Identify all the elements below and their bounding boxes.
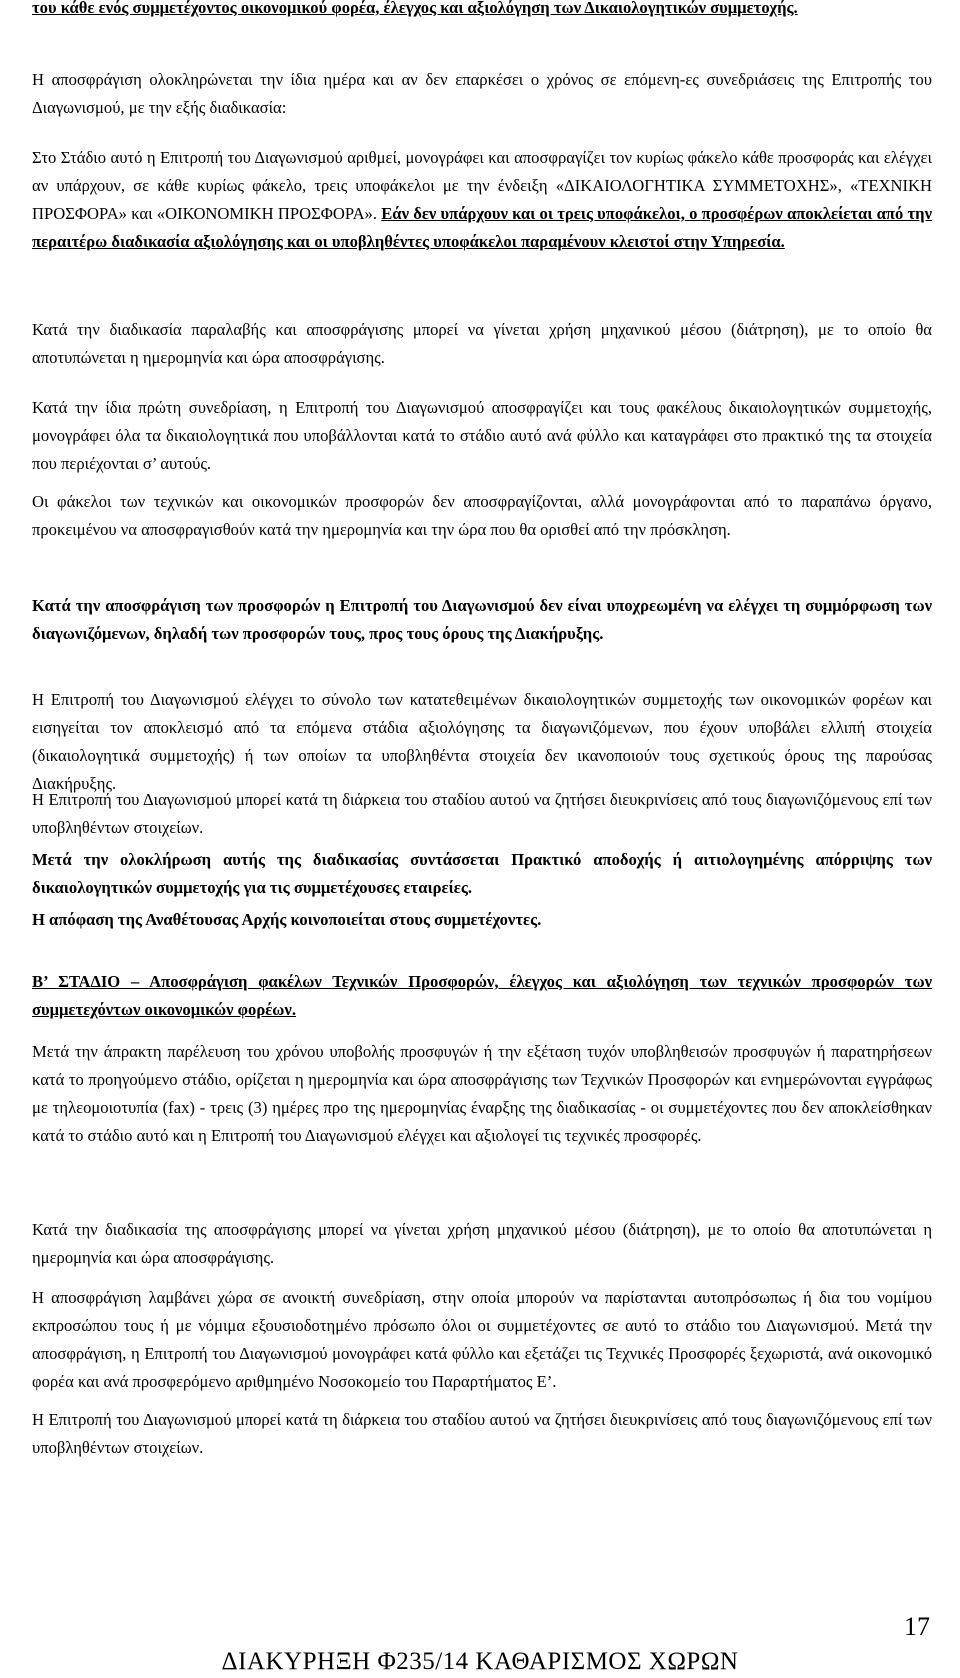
paragraph-stage-a-text: Στο Στάδιο αυτό η Επιτροπή του Διαγωνισμού αριθμεί, μονογράφει και αποσφραγίζει τον κυρίως φάκελο κάθε προσφοράς και ελέγχει αν υπάρχουν, σε κάθε κυρίως φάκελο, τρεις υποφάκελοι με την ένδειξη «ΔΙΚΑΙΟΛΟΓΗΤΙΚΑ ΣΥΜΜΕΤΟΧΗΣ», «ΤΕΧΝΙΚΗ ΠΡΟΣΦΟΡΑ» και «ΟΙΚΟΝΟΜΙΚΗ ΠΡΟΣΦΟΡΑ». xyxy=(32,148,932,223)
paragraph-mechanical-means-1: Κατά την διαδικασία παραλαβής και αποσφράγισης μπορεί να γίνεται χρήση μηχανικού μέσου (διάτρηση), με το οποίο θα αποτυπώνεται η ημερομηνία και ώρα αποσφράγισης. xyxy=(32,320,932,367)
paragraph-envelopes-not-unsealed: Οι φάκελοι των τεχνικών και οικονομικών προσφορών δεν αποσφραγίζονται, αλλά μονογράφονται από το παραπάνω όργανο, προκειμένου να αποσφραγισθούν κατά την ημερομηνία και την ώρα που θα ορισθεί από την πρόσκληση. xyxy=(32,492,932,539)
paragraph-stage-a-exclusion: Εάν δεν υπάρχουν και οι τρεις υποφάκελοι, ο προσφέρων αποκλείεται από την περαιτέρω διαδικασία αξιολόγησης και οι υποβληθέντες υποφάκελοι παραμένουν κλειστοί στην Υπηρεσία. xyxy=(32,204,932,251)
paragraph-stage-a-procedure xyxy=(32,144,932,256)
paragraph-clarifications-1: Η Επιτροπή του Διαγωνισμού μπορεί κατά τη διάρκεια του σταδίου αυτού να ζητήσει διευκρινίσεις από τους διαγωνιζόμενους επί των υποβληθέντων στοιχείων. xyxy=(32,790,932,837)
paragraph-not-obliged: Κατά την αποσφράγιση των προσφορών η Επιτροπή του Διαγωνισμού δεν είναι υποχρεωμένη να ελέγχει τη συμμόρφωση των διαγωνιζόμενων, δηλαδή των προσφορών τους, προς τους όρους της Διακήρυξης. xyxy=(32,596,932,643)
paragraph-open-session: Η αποσφράγιση λαμβάνει χώρα σε ανοικτή συνεδρίαση, στην οποία μπορούν να παρίστανται αυτοπρόσωπως ή δια του νομίμου εκπροσώπου τους ή με νόμιμα εξουσιοδοτημένο πρόσωπο όλοι οι συμμετέχοντες σε αυτό το στάδιο του Διαγωνισμού. Μετά την αποσφράγιση, η Επιτροπή του Διαγωνισμού μονογράφει κατά φύλλο και εξετάζει τις Τεχνικές Προσφορές ξεχωριστά, ανά οικονομικό φορέα και ανά προσφερόμενο αριθμημένο Νοσοκομείο του Παραρτήματος Ε’. xyxy=(32,1288,932,1391)
paragraph-unsealing-same-day: Η αποσφράγιση ολοκληρώνεται την ίδια ημέρα και αν δεν επαρκέσει ο χρόνος σε επόμενη-ες συνεδριάσεις της Επιτροπής του Διαγωνισμού, με την εξής διαδικασία: xyxy=(32,70,932,117)
paragraph-after-deadline: Μετά την άπρακτη παρέλευση του χρόνου υποβολής προσφυγών ή την εξέταση τυχόν υποβληθεισών προσφυγών ή παρατηρήσεων κατά το προηγούμενο στάδιο, ορίζεται η ημερομηνία και ώρα αποσφράγισης των Τεχνικών Προσφορών και ενημερώνονται εγγράφως με τηλεομοιοτυπία (fax) - τρεις (3) ημέρες προ της ημερομηνίας έναρξης της διαδικασίας - οι συμμετέχοντες που δεν αποκλείσθηκαν κατά το στάδιο αυτό και η Επιτροπή του Διαγωνισμού ελέγχει και αξιολογεί τις τεχνικές προσφορές. xyxy=(32,1042,932,1145)
paragraph-mechanical-means-2: Κατά την διαδικασία της αποσφράγισης μπορεί να γίνεται χρήση μηχανικού μέσου (διάτρηση), με το οποίο θα αποτυπώνεται η ημερομηνία και ώρα αποσφράγισης. xyxy=(32,1220,932,1267)
paragraph-committee-checks: Η Επιτροπή του Διαγωνισμού ελέγχει το σύνολο των κατατεθειμένων δικαιολογητικών συμμετοχής των οικονομικών φορέων και εισηγείται τον αποκλεισμό από τα επόμενα στάδια αξιολόγησης τα διαγωνιζόμενων, που έχουν υποβάλει ελλιπή στοιχεία (δικαιολογητικά συμμετοχής) ή των οποίων τα υποβληθέντα στοιχεία δεν ικανοποιούν τους σχετικούς όρους της παρούσας Διακήρυξης. xyxy=(32,690,932,793)
paragraph-minutes: Μετά την ολοκλήρωση αυτής της διαδικασίας συντάσσεται Πρακτικό αποδοχής ή αιτιολογημένης απόρριψης των δικαιολογητικών συμμετοχής για τις συμμετέχουσες εταιρείες. xyxy=(32,850,932,897)
footer-title: ΔΙΑΚΥΡΗΞΗ Φ235/14 ΚΑΘΑΡΙΣΜΟΣ ΧΩΡΩΝ xyxy=(221,1648,739,1675)
page-number: 17 xyxy=(904,1612,930,1641)
paragraph-clarifications-2: Η Επιτροπή του Διαγωνισμού μπορεί κατά τη διάρκεια του σταδίου αυτού να ζητήσει διευκρινίσεις από τους διαγωνιζόμενους επί των υποβληθέντων στοιχείων. xyxy=(32,1410,932,1457)
paragraph-decision: Η απόφαση της Αναθέτουσας Αρχής κοινοποιείται στους συμμετέχοντες. xyxy=(32,910,542,929)
top-continuation: του κάθε ενός συμμετέχοντος οικονομικού φορέα, έλεγχος και αξιολόγηση των Δικαιολογητικών συμμετοχής. xyxy=(32,0,798,17)
stage-b-heading: Β’ ΣΤΑΔΙΟ – Αποσφράγιση φακέλων Τεχνικών Προσφορών, έλεγχος και αξιολόγηση των τεχνικών προσφορών των συμμετεχόντων οικονομικών φορέων. xyxy=(32,972,932,1019)
paragraph-first-session: Κατά την ίδια πρώτη συνεδρίαση, η Επιτροπή του Διαγωνισμού αποσφραγίζει και τους φακέλους δικαιολογητικών συμμετοχής, μονογράφει όλα τα δικαιολογητικά που υποβάλλονται κατά το στάδιο αυτό ανά φύλλο και καταγράφει στο πρακτικό της τα στοιχεία που περιέχονται σ’ αυτούς. xyxy=(32,398,932,473)
